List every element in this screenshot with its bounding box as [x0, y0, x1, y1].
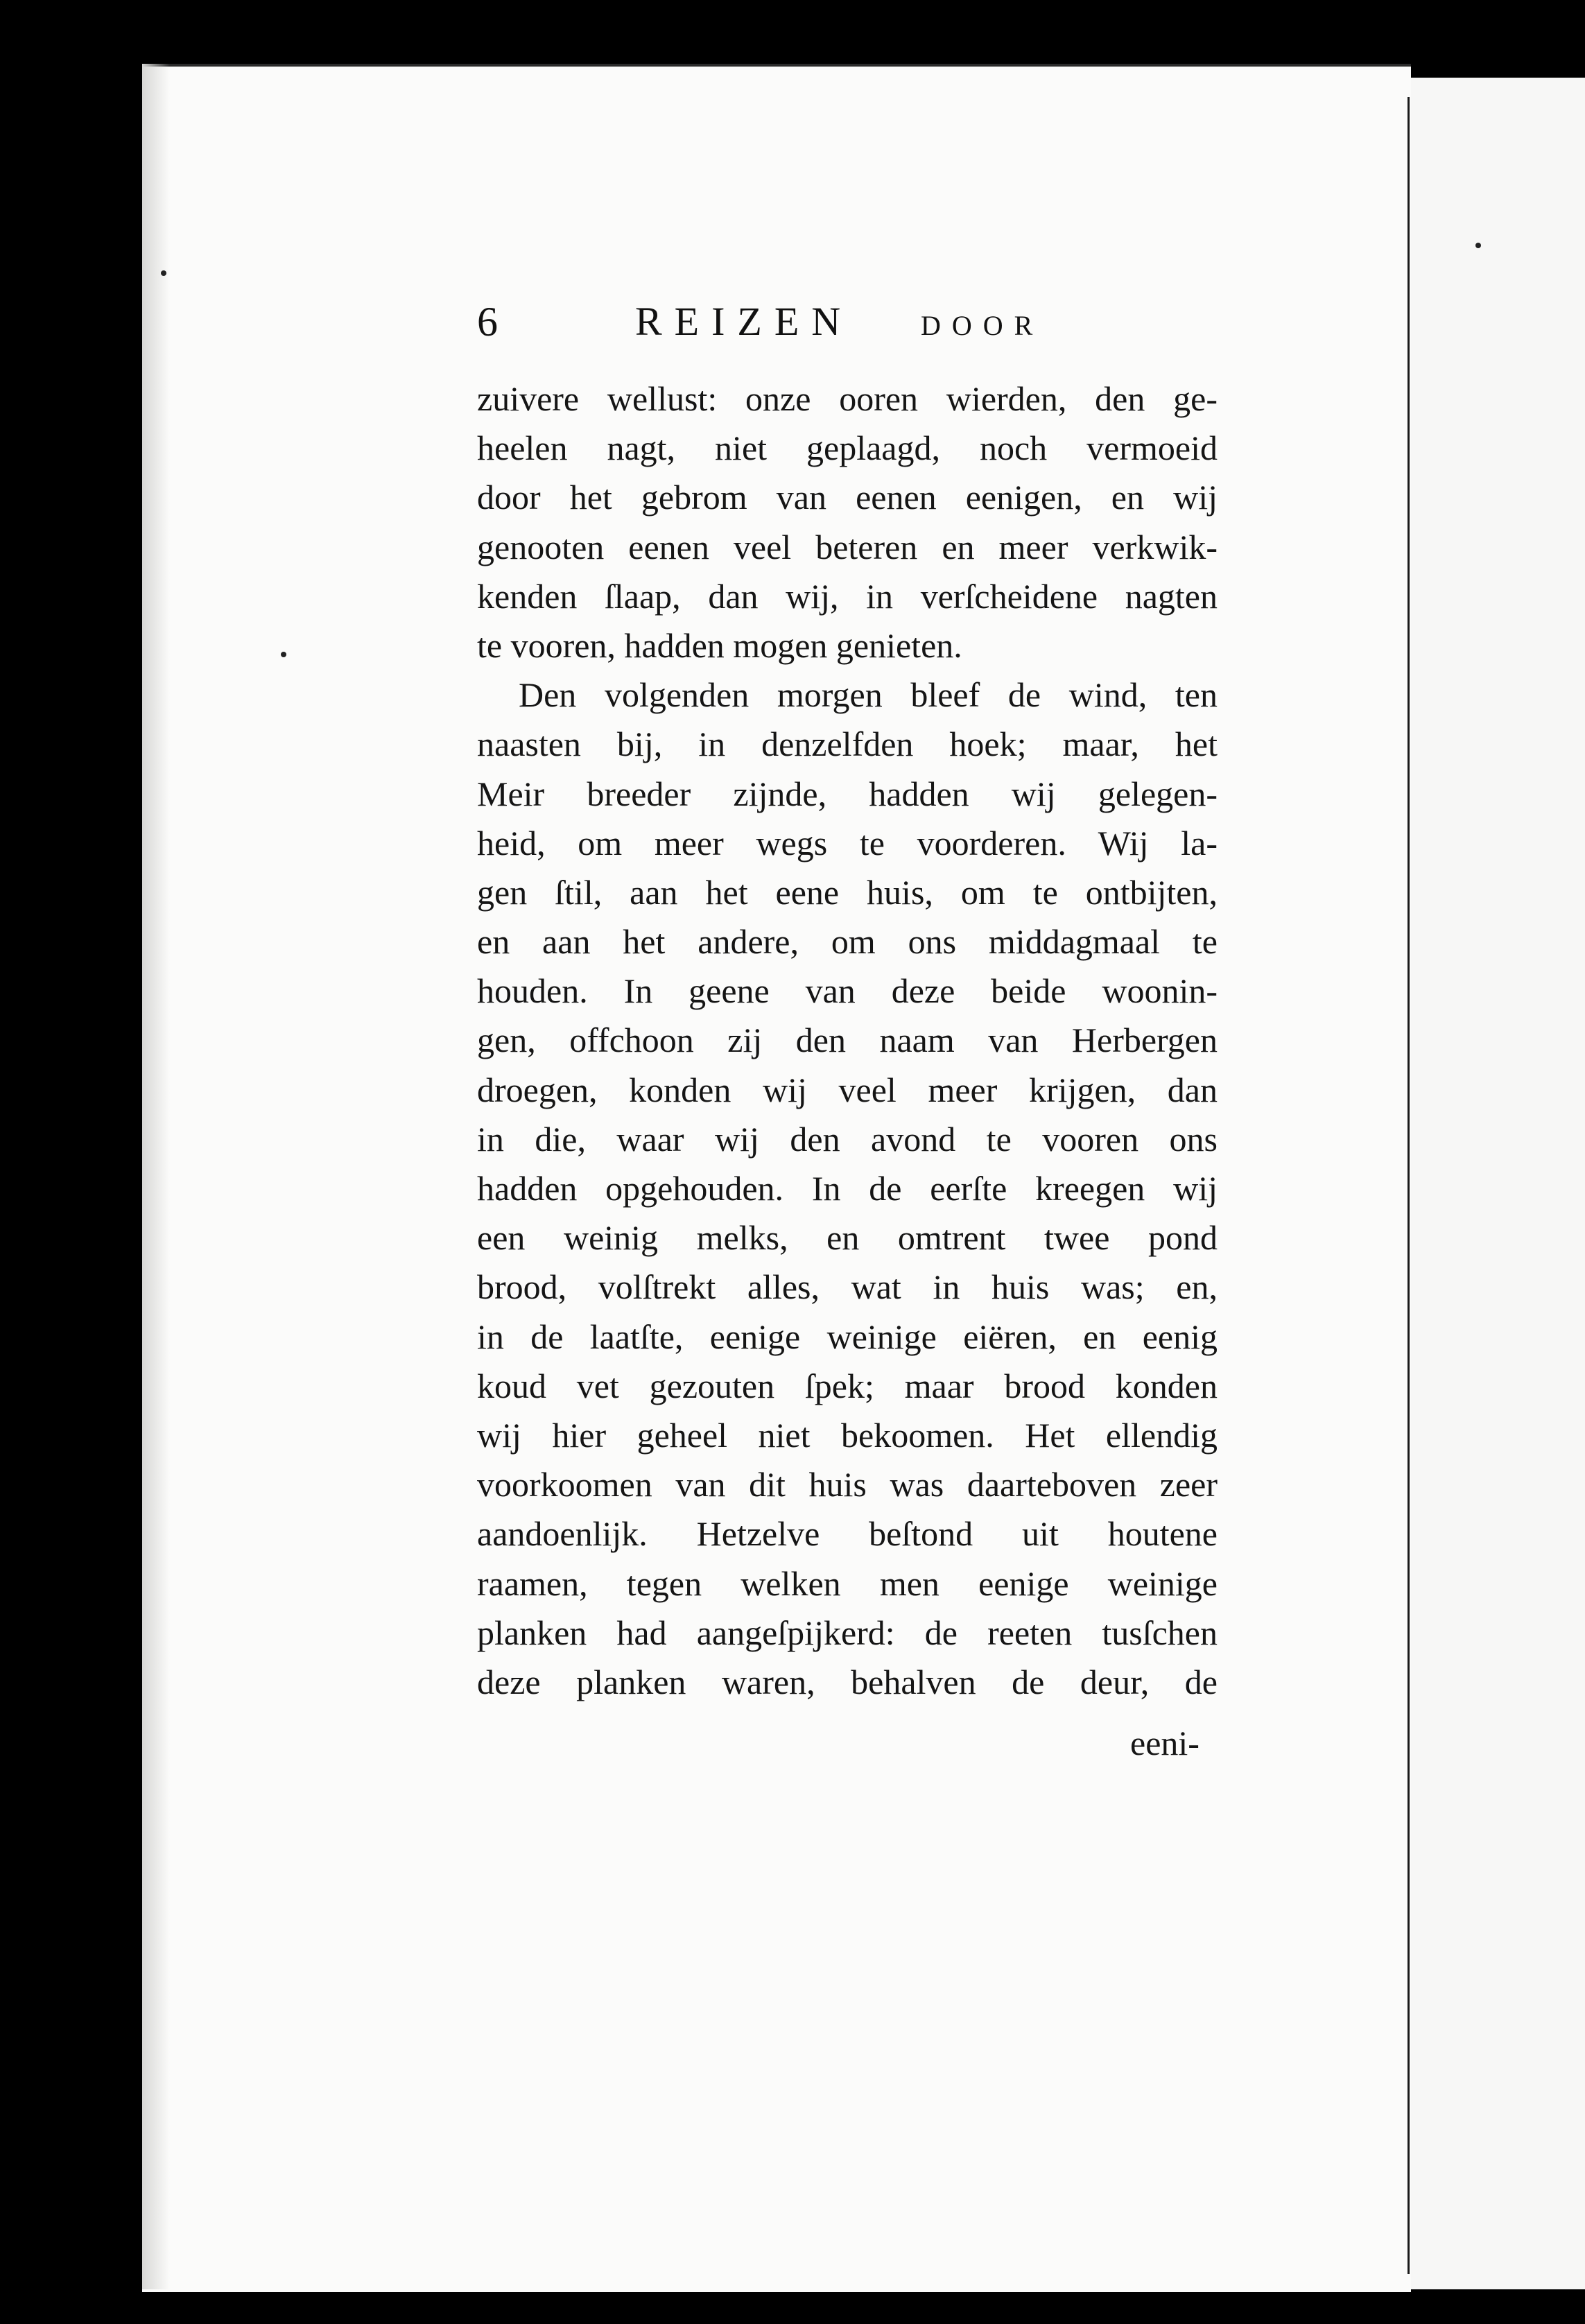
text-line: aandoenlijk. Hetzelve beſtond uit houtene — [477, 1514, 1218, 1554]
text-line: heid, om meer wegs te voorderen. Wij la- — [477, 823, 1218, 862]
text-line: zuivere wellust: onze ooren wierden, den ge- — [477, 379, 1218, 418]
text-line: Meir breeder zijnde, hadden wij gelegen- — [477, 774, 1218, 813]
text-line: raamen, tegen welken men eenige weinige — [477, 1563, 1218, 1603]
text-line: planken had aangeſpijkerd: de reeten tusſchen — [477, 1613, 1218, 1652]
running-title: REIZEN — [635, 299, 854, 344]
ink-speck — [281, 652, 286, 657]
page-number: 6 — [477, 299, 498, 345]
text-line: droegen, konden wij veel meer krijgen, dan — [477, 1070, 1218, 1109]
text-line: door het gebrom van eenen eenigen, en wij — [477, 478, 1218, 517]
text-line: houden. In geene van deze beide woonin- — [477, 971, 1218, 1011]
facing-page-edge — [1383, 78, 1585, 2289]
text-line: koud vet gezouten ſpek; maar brood konden — [477, 1366, 1218, 1405]
text-line: Den volgenden morgen bleef de wind, ten — [519, 675, 1218, 715]
catchword: eeni- — [1130, 1724, 1199, 1762]
text-line: voorkoomen van dit huis was daarteboven zeer — [477, 1465, 1218, 1504]
text-line: en aan het andere, om ons middagmaal te — [477, 922, 1218, 962]
ink-speck — [1475, 243, 1481, 248]
body-text — [477, 374, 1218, 1707]
running-head — [477, 298, 1226, 354]
page-binding-shadow — [142, 64, 170, 2289]
text-line: gen ſtil, aan het eene huis, om te ontbijten, — [477, 872, 1218, 912]
text-line: deze planken waren, behalven de deur, de — [477, 1662, 1218, 1701]
text-line: wij hier geheel niet bekoomen. Het ellendig — [477, 1415, 1218, 1455]
text-line: brood, volſtrekt alles, wat in huis was; en, — [477, 1267, 1218, 1307]
text-line: naasten bij, in denzelfden hoek; maar, het — [477, 725, 1218, 764]
text-line: kenden ſlaap, dan wij, in verſcheidene nagten — [477, 576, 1218, 616]
text-line: gen, offchoon zij den naam van Herbergen — [477, 1021, 1218, 1060]
running-title-continuation: DOOR — [921, 310, 1044, 341]
text-line: genooten eenen veel beteren en meer verkwik- — [477, 527, 1218, 566]
text-line: heelen nagt, niet geplaagd, noch vermoeid — [477, 428, 1218, 468]
ink-speck — [161, 270, 166, 276]
text-line: in die, waar wij den avond te vooren ons — [477, 1119, 1218, 1159]
page-gutter-edge — [1408, 97, 1410, 2274]
text-line: een weinig melks, en omtrent twee pond — [477, 1218, 1218, 1258]
text-line: te vooren, hadden mogen genieten. — [477, 625, 962, 665]
text-line: in de laatſte, eenige weinige eiëren, en eenig — [477, 1317, 1218, 1356]
text-line: hadden opgehouden. In de eerſte kreegen wij — [477, 1169, 1218, 1208]
